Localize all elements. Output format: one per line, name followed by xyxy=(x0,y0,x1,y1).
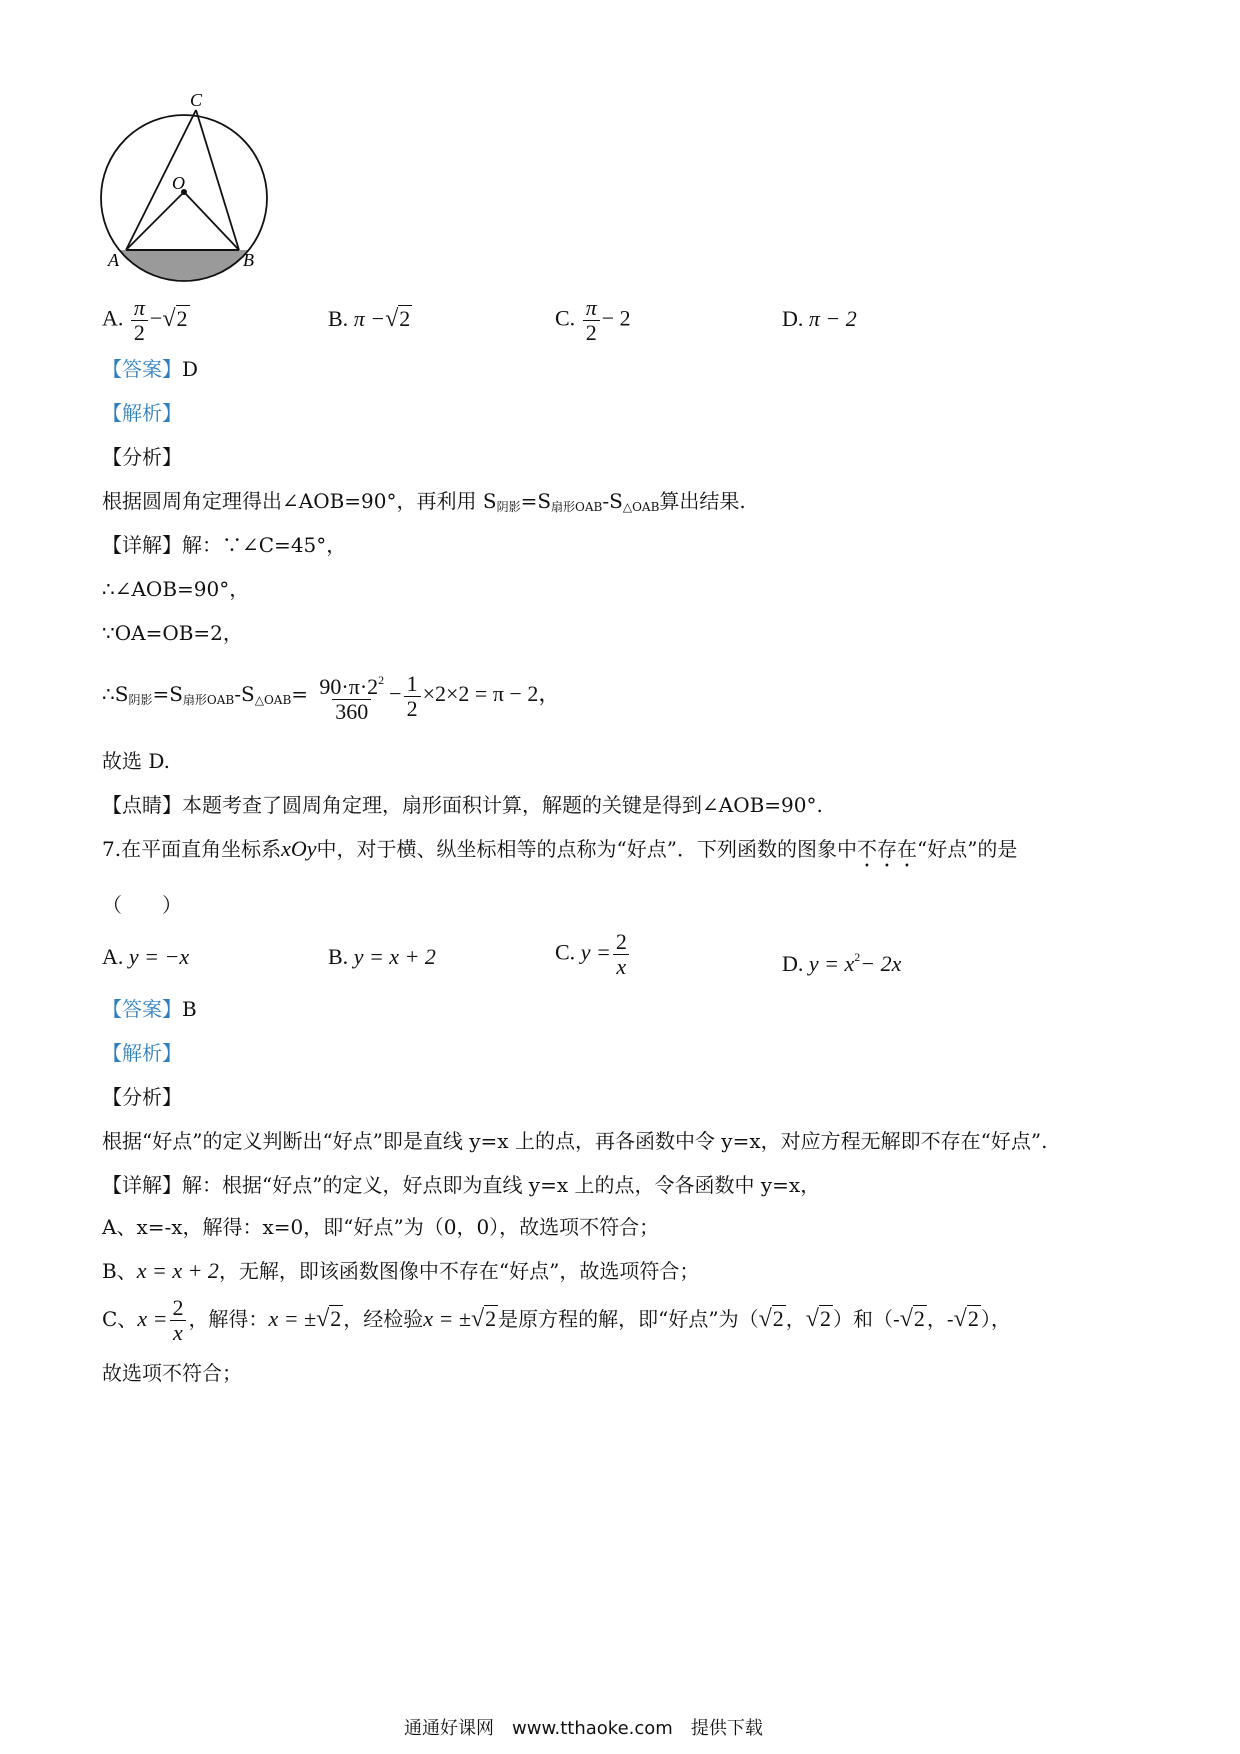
q7-answer: 【答案】B xyxy=(102,997,197,1021)
label-b: B xyxy=(243,250,254,270)
q6-option-d: D. π − 2 xyxy=(782,306,857,331)
circle-figure xyxy=(96,90,286,290)
q6-conclusion: 故选 D. xyxy=(102,749,171,773)
q6-detail: 【详解】解：∵∠C=45°， xyxy=(102,533,347,557)
q7-fenxi-text: 根据“好点”的定义判断出“好点”即是直线 y=x 上的点，再各函数中令 y=x，对应方程无解即不存在“好点”. xyxy=(102,1129,1048,1153)
q7-analysis-tag: 【解析】 xyxy=(102,1041,182,1065)
q7-line-b: B、x = x + 2，无解，即该函数图像中不存在“好点”，故选项符合； xyxy=(102,1258,700,1283)
q7-line-a: A、x=-x，解得：x=0，即“好点”为（0，0），故选项不符合； xyxy=(102,1215,660,1239)
q6-step-1: ∴∠AOB=90°， xyxy=(102,577,250,601)
q6-option-b: B. π −√2 xyxy=(328,306,411,332)
q7-line-c-last: 故选项不符合； xyxy=(102,1361,242,1385)
q6-option-a: A. $\frac{\pi}{2}$ −√2 xyxy=(102,295,188,345)
q7-option-c: C. y = $\frac{2}{x}$ xyxy=(555,930,632,979)
page-footer: 通通好课网 www.tthaoke.com 提供下载 xyxy=(404,1718,763,1739)
q7-option-a: A. y = −x xyxy=(102,944,190,969)
q7-stem: 7.在平面直角坐标系xOy中，对于横、纵坐标相等的点称为“好点”．下列函数的图象中不存在“好点”的是 xyxy=(102,836,1018,861)
label-o: O xyxy=(172,173,185,193)
q6-analysis-tag: 【解析】 xyxy=(102,401,182,425)
q7-detail: 【详解】解：根据“好点”的定义，好点即为直线 y=x 上的点，令各函数中 y=x， xyxy=(102,1173,821,1197)
q7-fenxi-tag: 【分析】 xyxy=(102,1085,182,1109)
q6-comment: 【点睛】本题考查了圆周角定理，扇形面积计算，解题的关键是得到∠AOB=90°. xyxy=(102,793,823,817)
q6-option-c: C. $\frac{\pi}{2}$ − 2 xyxy=(555,295,631,345)
label-c: C xyxy=(190,90,203,110)
radius-oa xyxy=(126,192,184,250)
q7-option-b: B. y = x + 2 xyxy=(328,944,436,969)
q6-fenxi-text: 根据圆周角定理得出∠AOB=90°，再利用 $S_{阴影}=S_{扇形OAB}-S_{\triangle OAB}$算出结果. xyxy=(102,489,746,514)
q7-paren: （ ） xyxy=(102,893,182,917)
q6-step-2: ∵OA=OB=2， xyxy=(102,621,243,645)
q7-line-c: C、x = $\frac{2}{x}$ ，解得：x = ±√2 ，经检验x = ±√2 是原方程的解，即“好点”为（√2 ，√2 ）和（-√2 ，-√2 ）， xyxy=(102,1295,1011,1345)
label-a: A xyxy=(108,250,119,270)
q7-option-d: D. $y = x^2- 2x$ xyxy=(782,950,902,976)
q6-answer: 【答案】D xyxy=(102,357,199,381)
q6-fenxi-tag: 【分析】 xyxy=(102,445,182,469)
q6-step-3: $\therefore S_{阴影}=S_{扇形OAB}-S_{\triangle OAB}=$ $\frac{90\cdot\pi\cdot 2^2}{360}$ − $\frac{1}{2}$ ×2×2 = π − 2， xyxy=(102,670,561,724)
